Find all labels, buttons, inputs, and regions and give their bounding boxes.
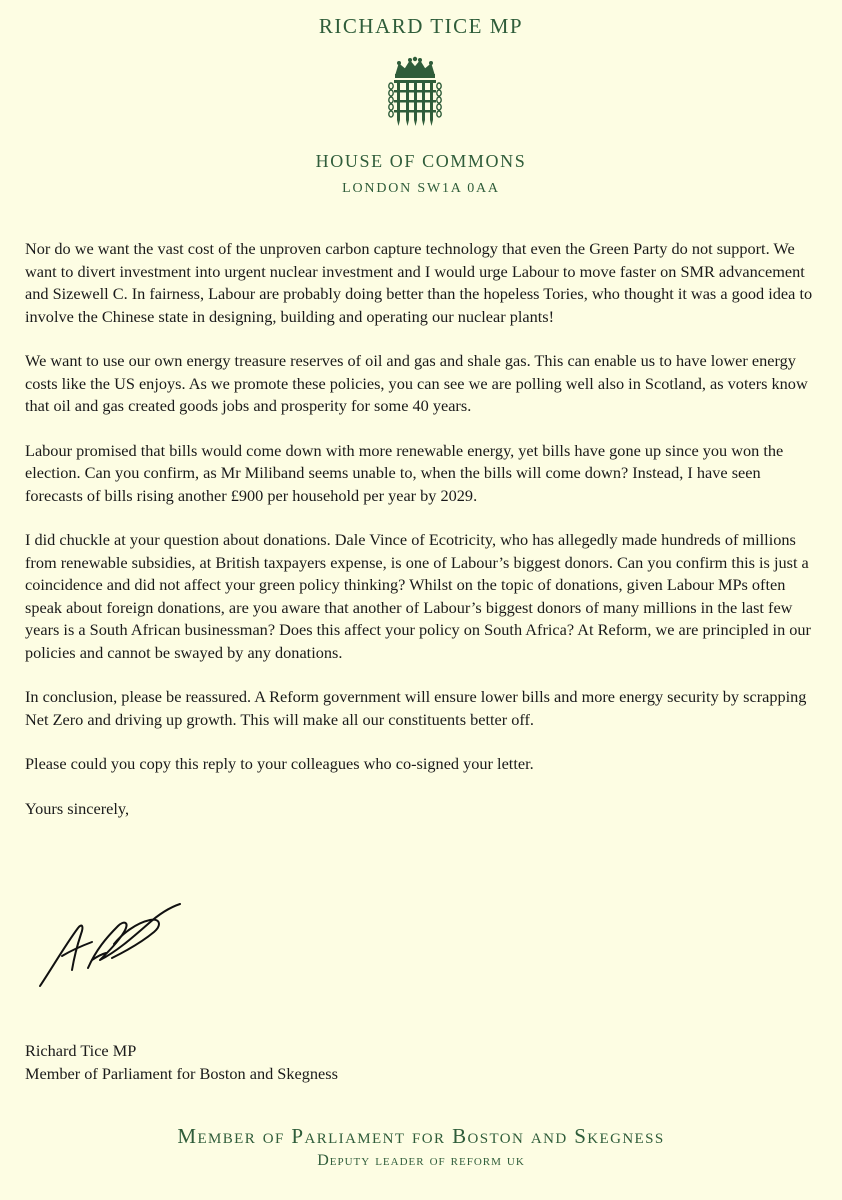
letterhead-mp-name: RICHARD TICE MP bbox=[318, 14, 524, 38]
footer-role: Deputy leader of reform uk bbox=[317, 1152, 525, 1169]
footer-constituency: Member of Parliament for Boston and Skegness bbox=[177, 1124, 665, 1148]
letter-body bbox=[25, 238, 821, 842]
letter-closing: Yours sincerely, bbox=[25, 798, 130, 818]
letter-paragraph: In conclusion, please be reassured. A Reform government will ensure lower bills and more energy security by scrapping Net Zero and driving up growth. This will make all our constituents better off. bbox=[25, 687, 807, 729]
letter-paragraph: I did chuckle at your question about donations. Dale Vince of Ecotricity, who has allegedly made hundreds of millions from renewable subsidies, at British taxpayers expense, is one of Labour’s biggest donors. Can you confirm this is just a coincidence and did not affect your green policy thinking? Whilst on the topic of donations, given Labour MPs often speak about foreign donations, are you aware that another of Labour’s biggest donors of many millions in the last few years is a South African businessman? Does this affect your policy on South Africa? At Reform, we are principled in our policies and cannot be swayed by any donations. bbox=[25, 530, 811, 662]
letterhead-address: LONDON SW1A 0AA bbox=[342, 181, 500, 196]
portcullis-icon bbox=[386, 56, 444, 132]
signer-title: Member of Parliament for Boston and Skegness bbox=[25, 1064, 338, 1083]
signer-block bbox=[25, 1039, 338, 1085]
letter-paragraph: We want to use our own energy treasure reserves of oil and gas and shale gas. This can enable us to have lower energy costs like the US enjoys. As we promote these policies, you can see we are polling well also in Scotland, as voters know that oil and gas created goods jobs and prosperity for some 40 years. bbox=[25, 351, 808, 415]
signature-icon bbox=[32, 898, 192, 994]
letterhead-house: HOUSE OF COMMONS bbox=[315, 151, 527, 171]
letter-paragraph: Labour promised that bills would come down with more renewable energy, yet bills have gone up since you won the election. Can you confirm, as Mr Miliband seems unable to, when the bills will come down? Instead, I have seen forecasts of bills rising another £900 per household per year by 2029. bbox=[25, 440, 784, 505]
signer-name: Richard Tice MP bbox=[25, 1041, 137, 1060]
letter-paragraph: Please could you copy this reply to your colleagues who co-signed your letter. bbox=[25, 754, 534, 773]
letter-paragraph: Nor do we want the vast cost of the unproven carbon capture technology that even the Green Party do not support. We want to divert investment into urgent nuclear investment and I would urge Labour to move faster on SMR advancement and Sizewell C. In fairness, Labour are probably doing better than the hopeless Tories, who thought it was a good idea to involve the Chinese state in designing, building and operating our nuclear plants! bbox=[25, 239, 813, 326]
